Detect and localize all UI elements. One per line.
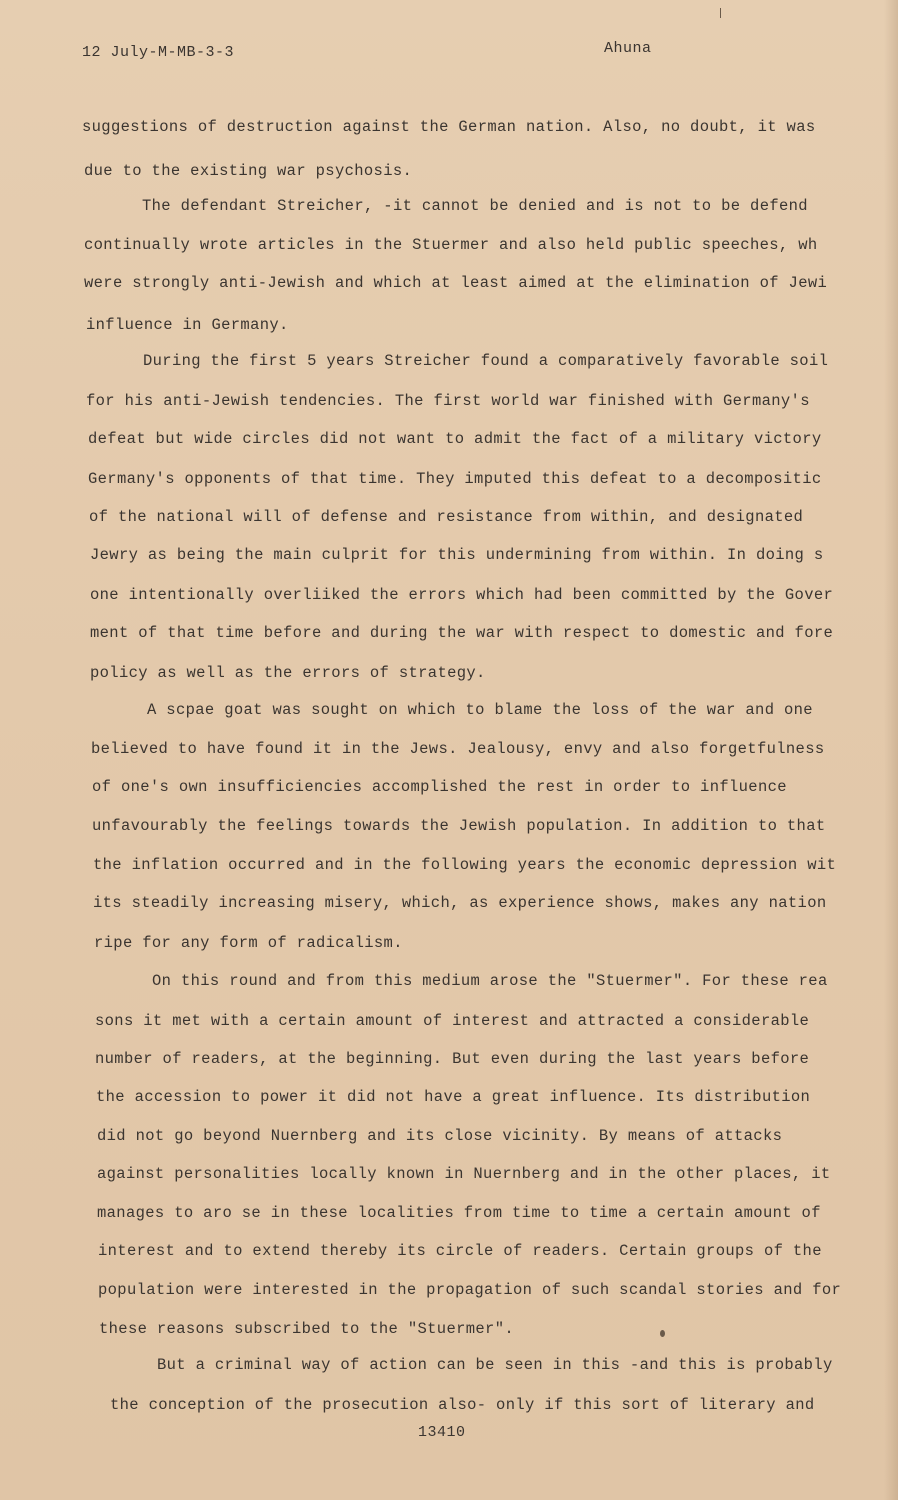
text-line: interest and to extend thereby its circle of readers. Certain groups of the (98, 1242, 822, 1260)
document-reference: 12 July-M-MB-3-3 (82, 44, 235, 61)
text-line: the inflation occurred and in the following years the economic depression wit (93, 856, 837, 874)
text-line: the accession to power it did not have a great influence. Its distribution (96, 1088, 811, 1106)
text-line: number of readers, at the beginning. But even during the last years before (95, 1050, 810, 1068)
page-number: 13410 (418, 1424, 466, 1441)
text-line: of the national will of defense and resistance from within, and designated (89, 508, 804, 526)
text-line: manages to aro se in these localities from time to time a certain amount of (97, 1204, 821, 1222)
text-line: were strongly anti-Jewish and which at least aimed at the elimination of Jewi (84, 274, 828, 292)
text-line: one intentionally overliiked the errors which had been committed by the Gover (90, 586, 834, 604)
text-line: Germany's opponents of that time. They imputed this defeat to a decompositic (88, 470, 822, 488)
text-line: ripe for any form of radicalism. (94, 934, 403, 952)
text-line: did not go beyond Nuernberg and its close vicinity. By means of attacks (97, 1127, 783, 1145)
text-line: unfavourably the feelings towards the Jewish population. In addition to that (92, 817, 826, 835)
text-line: for his anti-Jewish tendencies. The first world war finished with Germany's (86, 392, 810, 410)
text-line: The defendant Streicher, -it cannot be denied and is not to be defend (142, 197, 808, 215)
text-line: influence in Germany. (86, 316, 289, 334)
text-line: continually wrote articles in the Stuermer and also held public speeches, wh (84, 236, 818, 254)
text-line: population were interested in the propagation of such scandal stories and for (98, 1281, 842, 1299)
text-line: defeat but wide circles did not want to admit the fact of a military victory (88, 430, 822, 448)
text-line: due to the existing war psychosis. (84, 162, 413, 180)
text-line: of one's own insufficiencies accomplished the rest in order to influence (92, 778, 787, 796)
text-line: Jewry as being the main culprit for this undermining from within. In doing s (90, 546, 824, 564)
text-line: the conception of the prosecution also- only if this sort of literary and (110, 1396, 815, 1414)
ink-speck (660, 1330, 665, 1337)
text-line: these reasons subscribed to the "Stuermer". (99, 1320, 515, 1338)
text-line: believed to have found it in the Jews. Jealousy, envy and also forgetfulness (91, 740, 825, 758)
text-line: policy as well as the errors of strategy. (90, 664, 486, 682)
page-edge-shadow (884, 0, 898, 1500)
text-line: its steadily increasing misery, which, as experience shows, makes any nation (93, 894, 827, 912)
text-line: against personalities locally known in Nuernberg and in the other places, it (97, 1165, 831, 1183)
text-line: sons it met with a certain amount of interest and attracted a considerable (95, 1012, 810, 1030)
margin-mark (720, 8, 721, 18)
reporter-name: Ahuna (604, 40, 652, 57)
text-line: suggestions of destruction against the German nation. Also, no doubt, it was (82, 118, 816, 136)
text-line: A scpae goat was sought on which to blame the loss of the war and one (147, 701, 813, 719)
text-line: On this round and from this medium arose the "Stuermer". For these rea (152, 972, 828, 990)
text-line: During the first 5 years Streicher found a comparatively favorable soil (143, 352, 829, 370)
text-line: ment of that time before and during the war with respect to domestic and fore (90, 624, 834, 642)
text-line: But a criminal way of action can be seen in this -and this is probably (157, 1356, 833, 1374)
